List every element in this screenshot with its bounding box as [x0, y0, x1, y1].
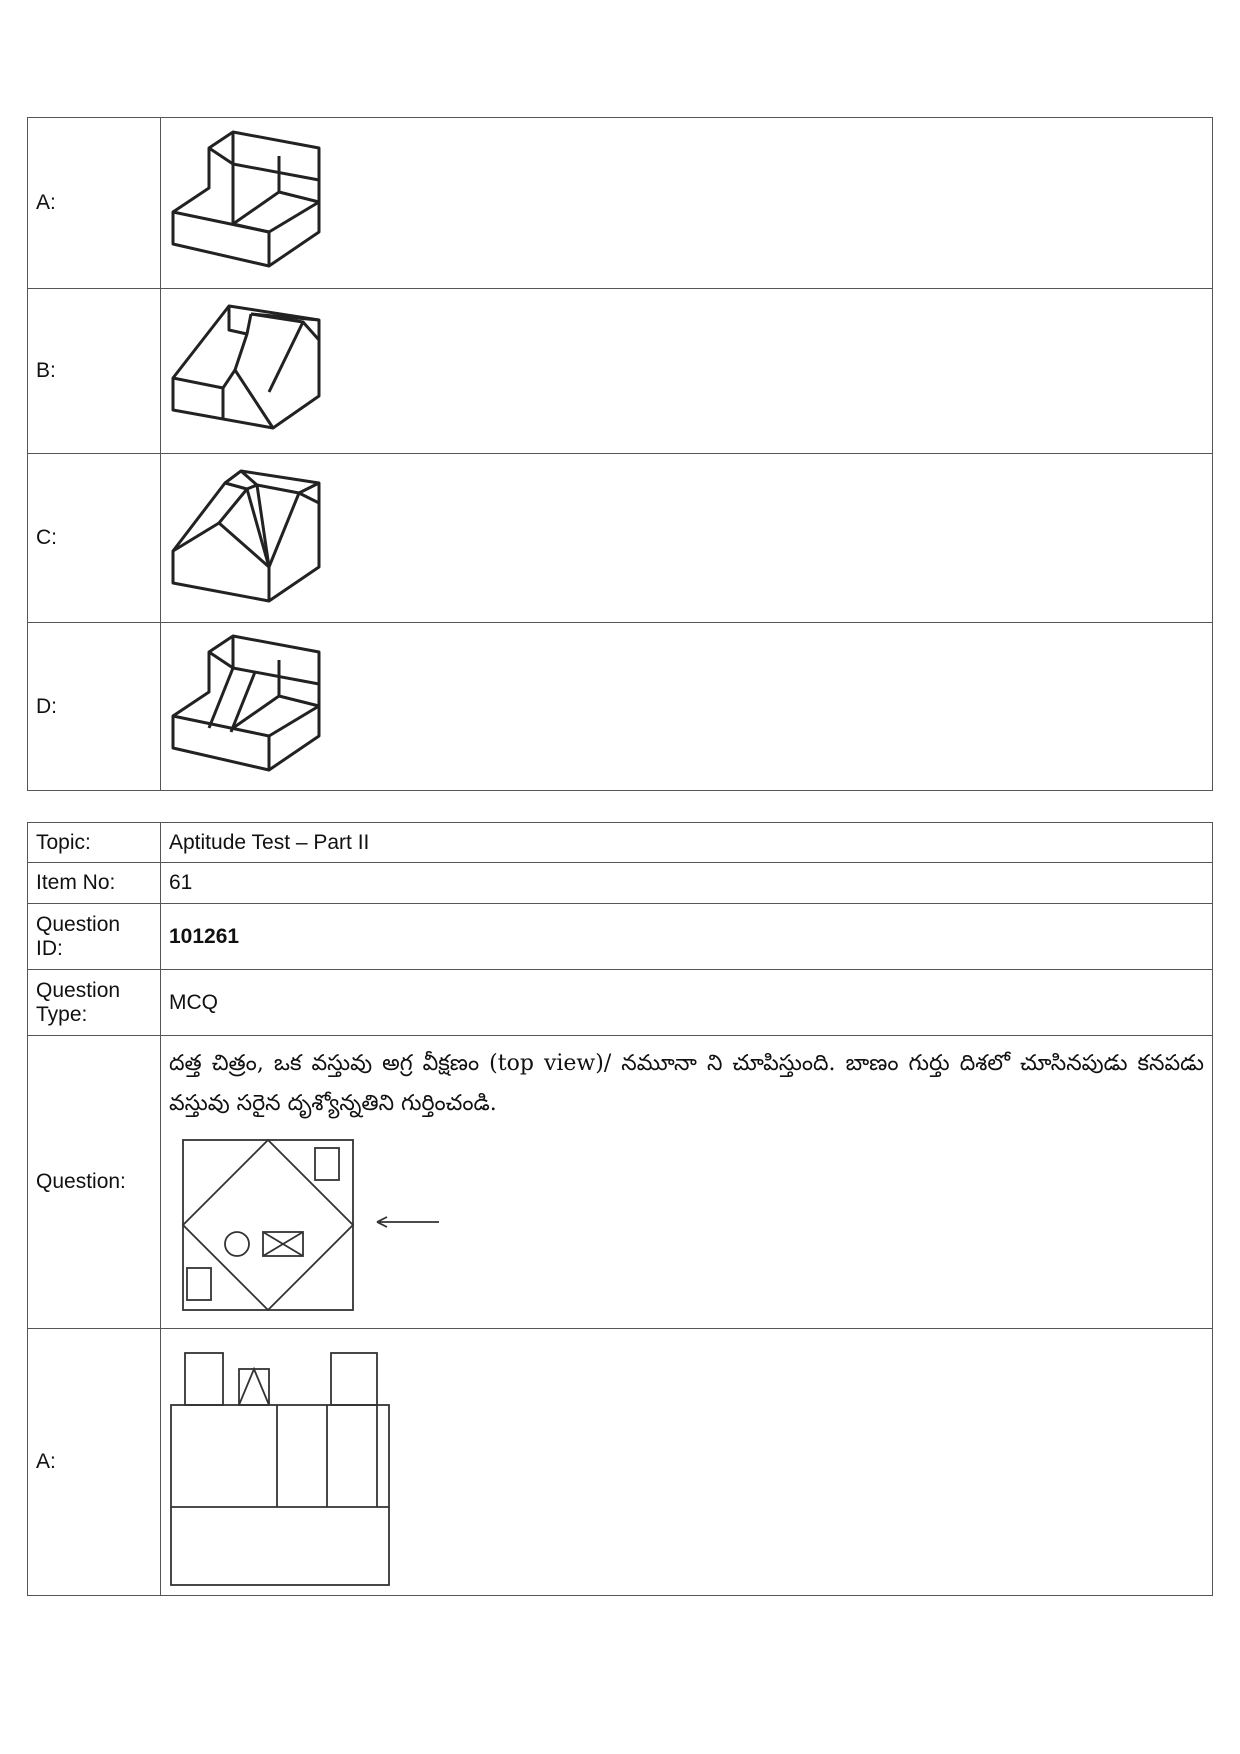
question-table [27, 822, 1213, 1596]
option-label: D: [28, 623, 161, 791]
option-figure-c [161, 454, 1213, 623]
option-figure-b [161, 289, 1213, 454]
item-no-row [28, 863, 1213, 904]
option-row-b [28, 289, 1213, 454]
option-row-a [28, 118, 1213, 289]
topic-row [28, 823, 1213, 863]
question-id-row [28, 904, 1213, 970]
option-label: B: [28, 289, 161, 454]
question-type-row [28, 970, 1213, 1036]
top-view-figure [181, 1138, 451, 1314]
question-id-value: 101261 [161, 904, 1213, 970]
question-row [28, 1036, 1213, 1329]
question-label: Question: [28, 1036, 161, 1329]
option-a-label: A: [28, 1329, 161, 1596]
previous-options-table [27, 117, 1213, 791]
option-a-row [28, 1329, 1213, 1596]
arrow-icon [377, 1217, 439, 1227]
option-label: A: [28, 118, 161, 289]
topic-label: Topic: [28, 823, 161, 863]
item-no-label: Item No: [28, 863, 161, 904]
option-label: C: [28, 454, 161, 623]
question-text: దత్త చిత్రం, ఒక వస్తువు అగ్ర వీక్షణం (top view)/ నమూనా ని చూపిస్తుంది. బాణం గుర్తు దిశలో చూసినపుడు కనపడు వస్తువు సరైన దృశ్యోన్నతిని గుర్తించండి. [169, 1051, 1204, 1116]
question-type-value: MCQ [161, 970, 1213, 1036]
question-id-label: Question ID: [28, 904, 161, 970]
question-cell [161, 1036, 1213, 1329]
option-row-c [28, 454, 1213, 623]
topic-value: Aptitude Test – Part II [161, 823, 1213, 863]
option-a-figure [161, 1329, 1213, 1596]
question-type-label: Question Type: [28, 970, 161, 1036]
option-row-d [28, 623, 1213, 791]
option-figure-d [161, 623, 1213, 791]
option-figure-a [161, 118, 1213, 289]
item-no-value: 61 [161, 863, 1213, 904]
